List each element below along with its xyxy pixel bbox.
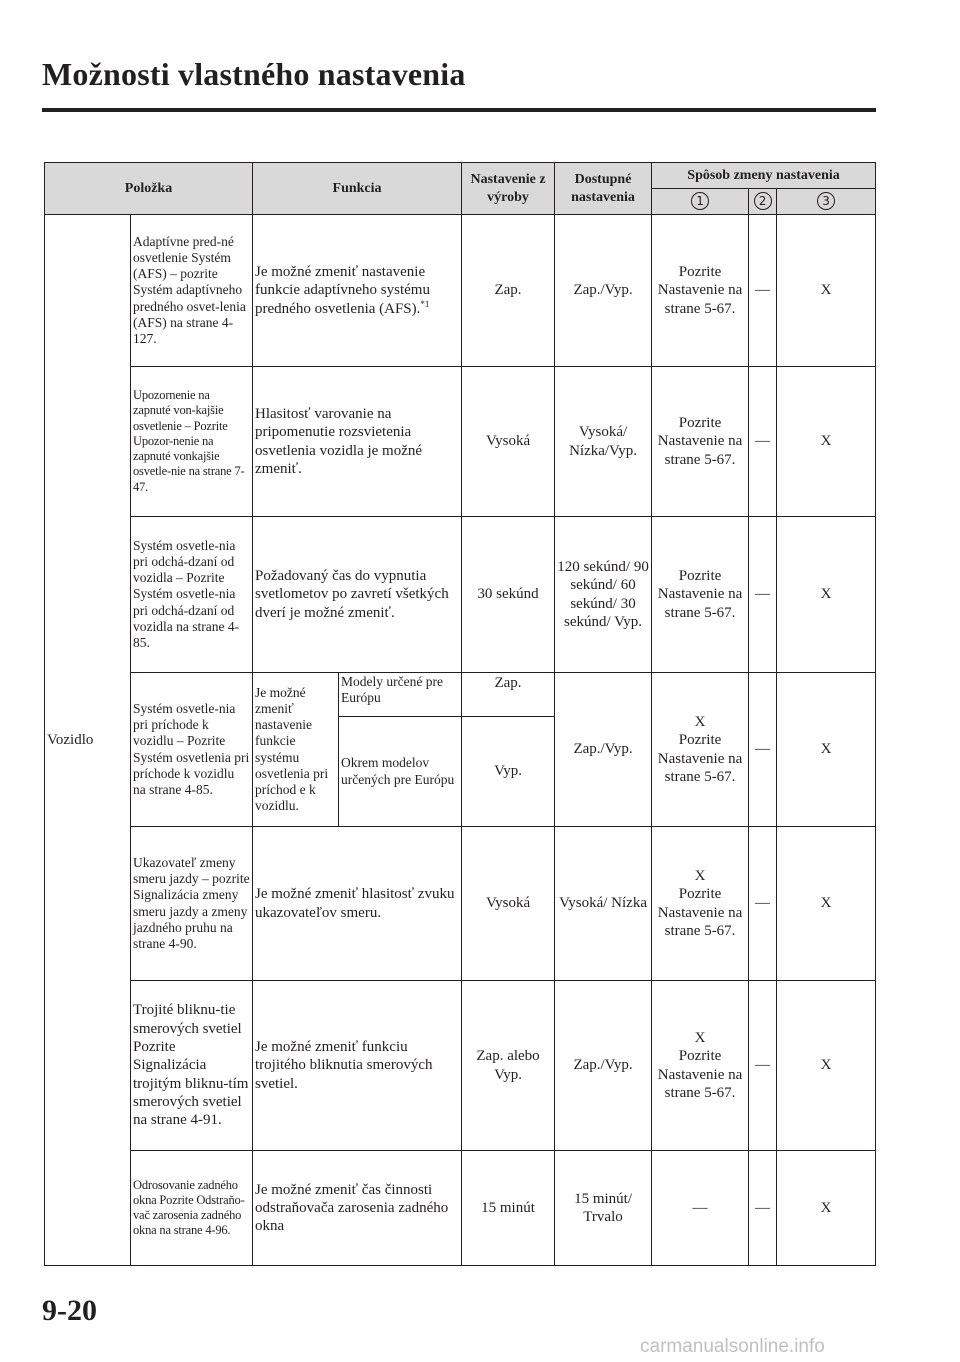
method-2-cell: — xyxy=(749,517,777,673)
method-3-cell: X xyxy=(777,517,876,673)
page-number: 9-20 xyxy=(42,1294,97,1327)
footnote-mark: *1 xyxy=(420,299,430,310)
method-2-cell: — xyxy=(749,367,777,517)
method-2-cell: — xyxy=(749,827,777,981)
header-method-3 xyxy=(777,189,876,215)
method-1-cell: Pozrite Nastavenie na strane 5-67. xyxy=(652,517,749,673)
available-cell: Zap./Vyp. xyxy=(555,981,652,1151)
method-2-cell: — xyxy=(749,1151,777,1266)
header-item: Položka xyxy=(45,163,253,215)
sub-option-label: Modely určené pre Európu xyxy=(339,673,462,717)
method-text: Pozrite Nastavenie na strane 5-67. xyxy=(657,1048,743,1101)
header-available-settings: Dostupné nastavenia xyxy=(555,163,652,215)
available-cell: 120 sekúnd/ 90 sekúnd/ 60 sekúnd/ 30 sekúnd/ Vyp. xyxy=(555,517,652,673)
function-cell: Je možné zmeniť čas činnosti odstraňovača zarosenia zadného okna xyxy=(253,1151,462,1266)
circled-number-3: 3 xyxy=(817,192,835,210)
table-row xyxy=(45,981,876,1151)
factory-cell: Vysoká xyxy=(462,827,555,981)
method-text: Pozrite Nastavenie na strane 5-67. xyxy=(657,732,743,785)
header-function: Funkcia xyxy=(253,163,462,215)
item-cell: Odrosovanie zadného okna Pozrite Odstraňo-vač zarosenia zadného okna na strane 4-96. xyxy=(131,1151,253,1266)
method-1-cell: — xyxy=(652,1151,749,1266)
method-1-cell xyxy=(652,827,749,981)
item-cell: Adaptívne pred-né osvetlenie Systém (AFS) – pozrite Systém adaptívneho predného osvet-lenia (AFS) na strane 4-127. xyxy=(131,215,253,367)
table-row xyxy=(45,517,876,673)
function-cell: Požadovaný čas do vypnutia svetlometov po zavretí všetkých dverí je možné zmeniť. xyxy=(253,517,462,673)
function-cell: Je možné zmeniť nastavenie funkcie systému osvetlenia pri príchod e k vozidlu. xyxy=(253,673,339,827)
method-1-cell: Pozrite Nastavenie na strane 5-67. xyxy=(652,215,749,367)
method-3-cell: X xyxy=(777,1151,876,1266)
group-label: Vozidlo xyxy=(45,215,131,1266)
settings-table xyxy=(44,162,876,1266)
circled-number-2: 2 xyxy=(754,192,772,210)
method-3-cell: X xyxy=(777,981,876,1151)
method-mark: X xyxy=(694,867,706,884)
header-change-method: Spôsob zmeny nastavenia xyxy=(652,163,876,189)
factory-cell: 15 minút xyxy=(462,1151,555,1266)
available-cell: Vysoká/ Nízka xyxy=(555,827,652,981)
method-3-cell: X xyxy=(777,827,876,981)
factory-cell: 30 sekúnd xyxy=(462,517,555,673)
table-row xyxy=(45,215,876,367)
item-cell: Upozornenie na zapnuté von-kajšie osvetlenie – Pozrite Upozor-nenie na zapnuté vonkajšie osvetle-nie na strane 7-47. xyxy=(131,367,253,517)
factory-cell: Zap. alebo Vyp. xyxy=(462,981,555,1151)
factory-cell: Zap. xyxy=(462,673,555,717)
circled-number-1: 1 xyxy=(691,192,709,210)
header-method-2 xyxy=(749,189,777,215)
page-title: Možnosti vlastného nastavenia xyxy=(42,56,466,92)
method-1-cell: Pozrite Nastavenie na strane 5-67. xyxy=(652,367,749,517)
table-row xyxy=(45,673,876,717)
sub-option-label: Okrem modelov určených pre Európu xyxy=(339,717,462,827)
available-cell: Zap./Vyp. xyxy=(555,215,652,367)
watermark: carmanualsonline.info xyxy=(640,1336,825,1357)
item-cell: Trojité bliknu-tie smerových svetiel Pozrite Signalizácia trojitým bliknu-tím smerových svetiel na strane 4-91. xyxy=(131,981,253,1151)
table-row xyxy=(45,367,876,517)
header-method-1 xyxy=(652,189,749,215)
title-rule xyxy=(42,108,876,112)
function-cell xyxy=(253,215,462,367)
method-mark: X xyxy=(694,713,706,730)
table-row xyxy=(45,827,876,981)
method-mark: X xyxy=(694,1029,706,1046)
factory-cell: Vysoká xyxy=(462,367,555,517)
method-3-cell: X xyxy=(777,215,876,367)
method-1-cell xyxy=(652,673,749,827)
method-1-cell xyxy=(652,981,749,1151)
factory-cell: Vyp. xyxy=(462,717,555,827)
method-2-cell: — xyxy=(749,673,777,827)
available-cell: 15 minút/ Trvalo xyxy=(555,1151,652,1266)
function-cell: Hlasitosť varovanie na pripomenutie rozsvietenia osvetlenia vozidla je možné zmeniť. xyxy=(253,367,462,517)
method-2-cell: — xyxy=(749,981,777,1151)
method-text: Pozrite Nastavenie na strane 5-67. xyxy=(657,886,743,939)
available-cell: Vysoká/ Nízka/Vyp. xyxy=(555,367,652,517)
item-cell: Ukazovateľ zmeny smeru jazdy – pozrite Signalizácia zmeny smeru jazdy a zmeny jazdného pruhu na strane 4-90. xyxy=(131,827,253,981)
function-text: Je možné zmeniť nastavenie funkcie adaptívneho systému predného osvetlenia (AFS). xyxy=(255,263,430,318)
item-cell: Systém osvetle-nia pri odchá-dzaní od vozidla – Pozrite Systém osvetle-nia pri odchá-dzaní od vozidla na strane 4-85. xyxy=(131,517,253,673)
header-factory-setting: Nastavenie z výroby xyxy=(462,163,555,215)
available-cell: Zap./Vyp. xyxy=(555,673,652,827)
function-cell: Je možné zmeniť funkciu trojitého bliknutia smerových svetiel. xyxy=(253,981,462,1151)
method-2-cell: — xyxy=(749,215,777,367)
method-3-cell: X xyxy=(777,367,876,517)
factory-cell: Zap. xyxy=(462,215,555,367)
item-cell: Systém osvetle-nia pri príchode k vozidlu – Pozrite Systém osvetlenia pri príchode k vozidlu na strane 4-85. xyxy=(131,673,253,827)
function-cell: Je možné zmeniť hlasitosť zvuku ukazovateľov smeru. xyxy=(253,827,462,981)
method-3-cell: X xyxy=(777,673,876,827)
table-row xyxy=(45,1151,876,1266)
